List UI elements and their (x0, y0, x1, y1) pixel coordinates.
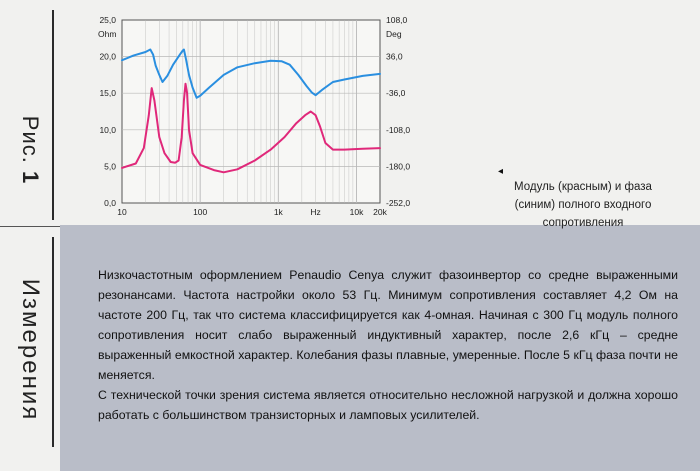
figure-caption: Модуль (красным) и фаза (синим) полного входного сопротивления (514, 181, 652, 229)
figure-number: 1 (18, 170, 43, 185)
impedance-chart-svg (80, 8, 411, 223)
left-tick-label: 5,0 (104, 161, 116, 172)
x-tick-label: 20k (373, 207, 387, 217)
right-unit-label: Deg (386, 29, 402, 39)
left-unit-label: Ohm (98, 29, 117, 39)
x-tick-label: 100 (193, 207, 208, 217)
side-divider-horizontal (0, 226, 60, 227)
right-tick-label: -180,0 (386, 161, 411, 172)
impedance-chart (80, 8, 411, 223)
article-paragraph-1: Низкочастотным оформлением Penaudio Cenya служит фазоинвертор со средне выраженными резонансами. Частота настройки около 53 Гц. Минимум сопротивления составляет 4,2 Ом на частоте 200 Гц, так что система классифицируется как 4-омная. Начиная с 300 Гц модуль полного сопротивления носит слабо выраженный индуктивный характер, после 2,6 кГц – средне выраженный емкостной характер. Колебания фазы плавные, умеренные. После 5 кГц фаза почти не меняется. (98, 268, 678, 382)
right-tick-label: -108,0 (386, 124, 411, 135)
left-tick-label: 10,0 (99, 124, 116, 135)
side-strip (0, 10, 60, 471)
left-tick-label: 15,0 (99, 88, 116, 99)
figure-label: Рис. 1 (18, 115, 43, 185)
right-tick-label: 108,0 (386, 15, 408, 25)
x-tick-label: 1k (273, 207, 283, 217)
left-tick-label: 20,0 (99, 51, 116, 62)
section-label: Измерения (17, 278, 44, 422)
plot-area (122, 20, 380, 203)
left-tick-label: 0,0 (104, 198, 116, 208)
right-tick-label: -252,0 (386, 198, 411, 208)
caption-arrow-icon: ◂ (498, 166, 504, 177)
side-divider-bottom (52, 237, 54, 447)
x-tick-label: 10 (117, 207, 127, 217)
x-tick-label: 10k (349, 207, 364, 217)
right-tick-label: 36,0 (386, 51, 403, 62)
right-tick-label: -36,0 (386, 88, 406, 99)
article-paragraph-2: С технической точки зрения система является относительно несложной нагрузкой и должна хорошо работать с большинством транзисторных и ламповых усилителей. (98, 388, 678, 422)
x-tick-label: Hz (310, 207, 321, 217)
side-divider-top (52, 10, 54, 220)
left-tick-label: 25,0 (99, 15, 116, 25)
article-body (98, 265, 678, 425)
